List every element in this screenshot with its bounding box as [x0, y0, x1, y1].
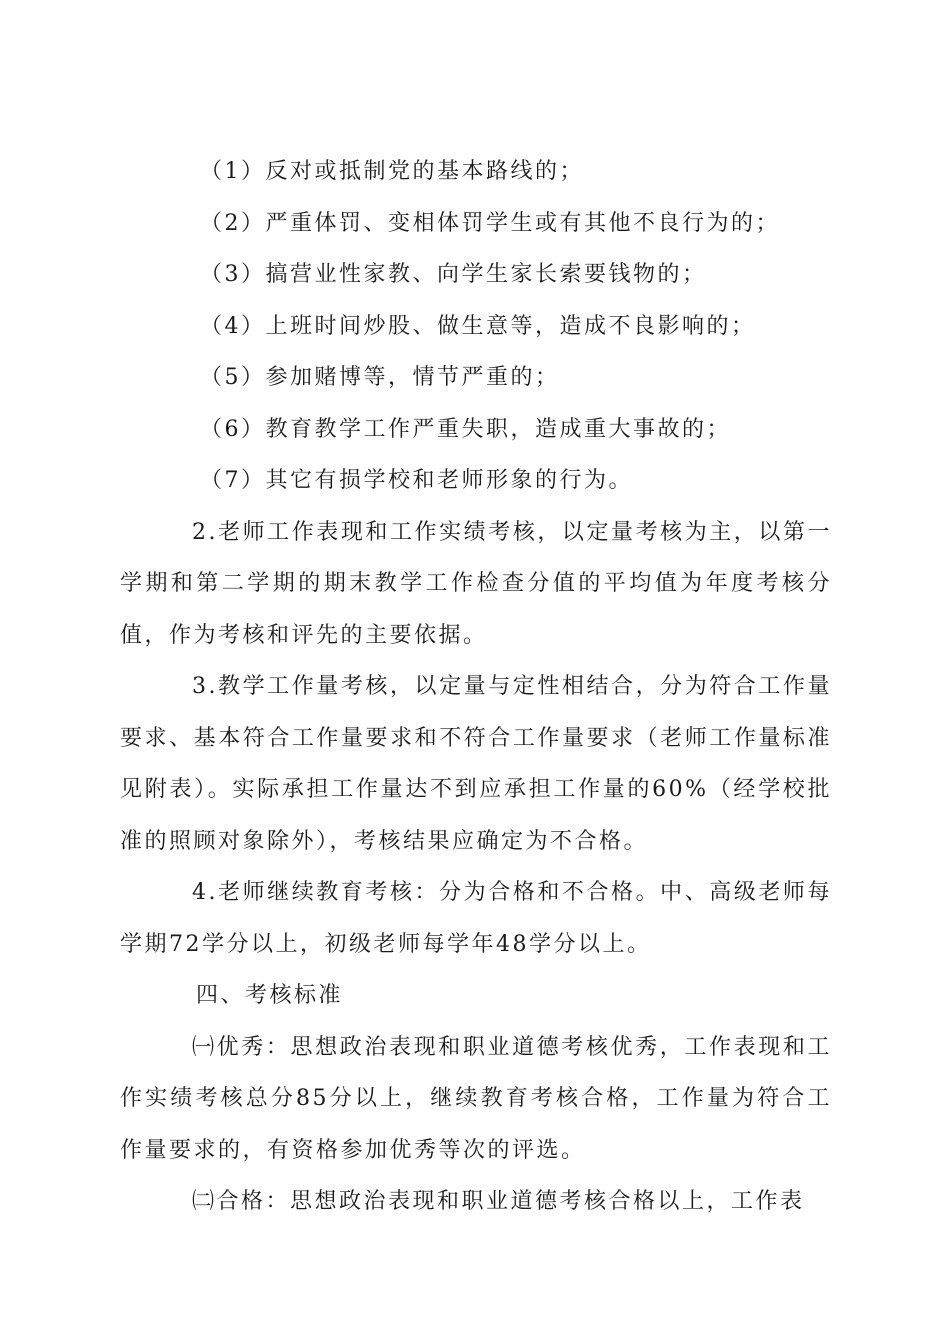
document-body: [120, 146, 832, 1228]
paragraph-work-performance: 2.老师工作表现和工作实绩考核，以定量考核为主，以第一学期和第二学期的期末教学工作检查分值的平均值为年度考核分值，作为考核和评先的主要依据。: [120, 519, 832, 648]
list-item-2: （2）严重体罚、变相体罚学生或有其他不良行为的；: [200, 210, 780, 236]
paragraph-excellent: ㈠优秀：思想政治表现和职业道德考核优秀，工作表现和工作实绩考核总分85分以上，继续教育考核合格，工作量为符合工作量要求的，有资格参加优秀等次的评选。: [120, 1034, 832, 1163]
section-heading: 四、考核标准: [196, 983, 344, 1008]
paragraph-qualified: ㈡合格：思想政治表现和职业道德考核合格以上，工作表: [192, 1189, 805, 1214]
list-item-4: （4）上班时间炒股、做生意等，造成不良影响的；: [200, 313, 756, 339]
list-item-6: （6）教育教学工作严重失职，造成重大事故的；: [200, 416, 731, 442]
list-item-7: （7）其它有损学校和老师形象的行为。: [200, 468, 633, 493]
paragraph-continuing-education: 4.老师继续教育考核：分为合格和不合格。中、高级老师每学期72学分以上，初级老师每学年48学分以上。: [120, 880, 832, 957]
paragraph-workload: 3.教学工作量考核，以定量与定性相结合，分为符合工作量要求、基本符合工作量要求和不符合工作量要求（老师工作量标准见附表）。实际承担工作量达不到应承担工作量的60%（经学校批准的照顾对象除外），考核结果应确定为不合格。: [120, 674, 832, 854]
list-item-1: （1）反对或抵制党的基本路线的；: [200, 159, 584, 184]
list-item-3: （3）搞营业性家教、向学生家长索要钱物的；: [200, 262, 707, 287]
list-item-5: （5）参加赌博等，情节严重的；: [200, 365, 560, 390]
